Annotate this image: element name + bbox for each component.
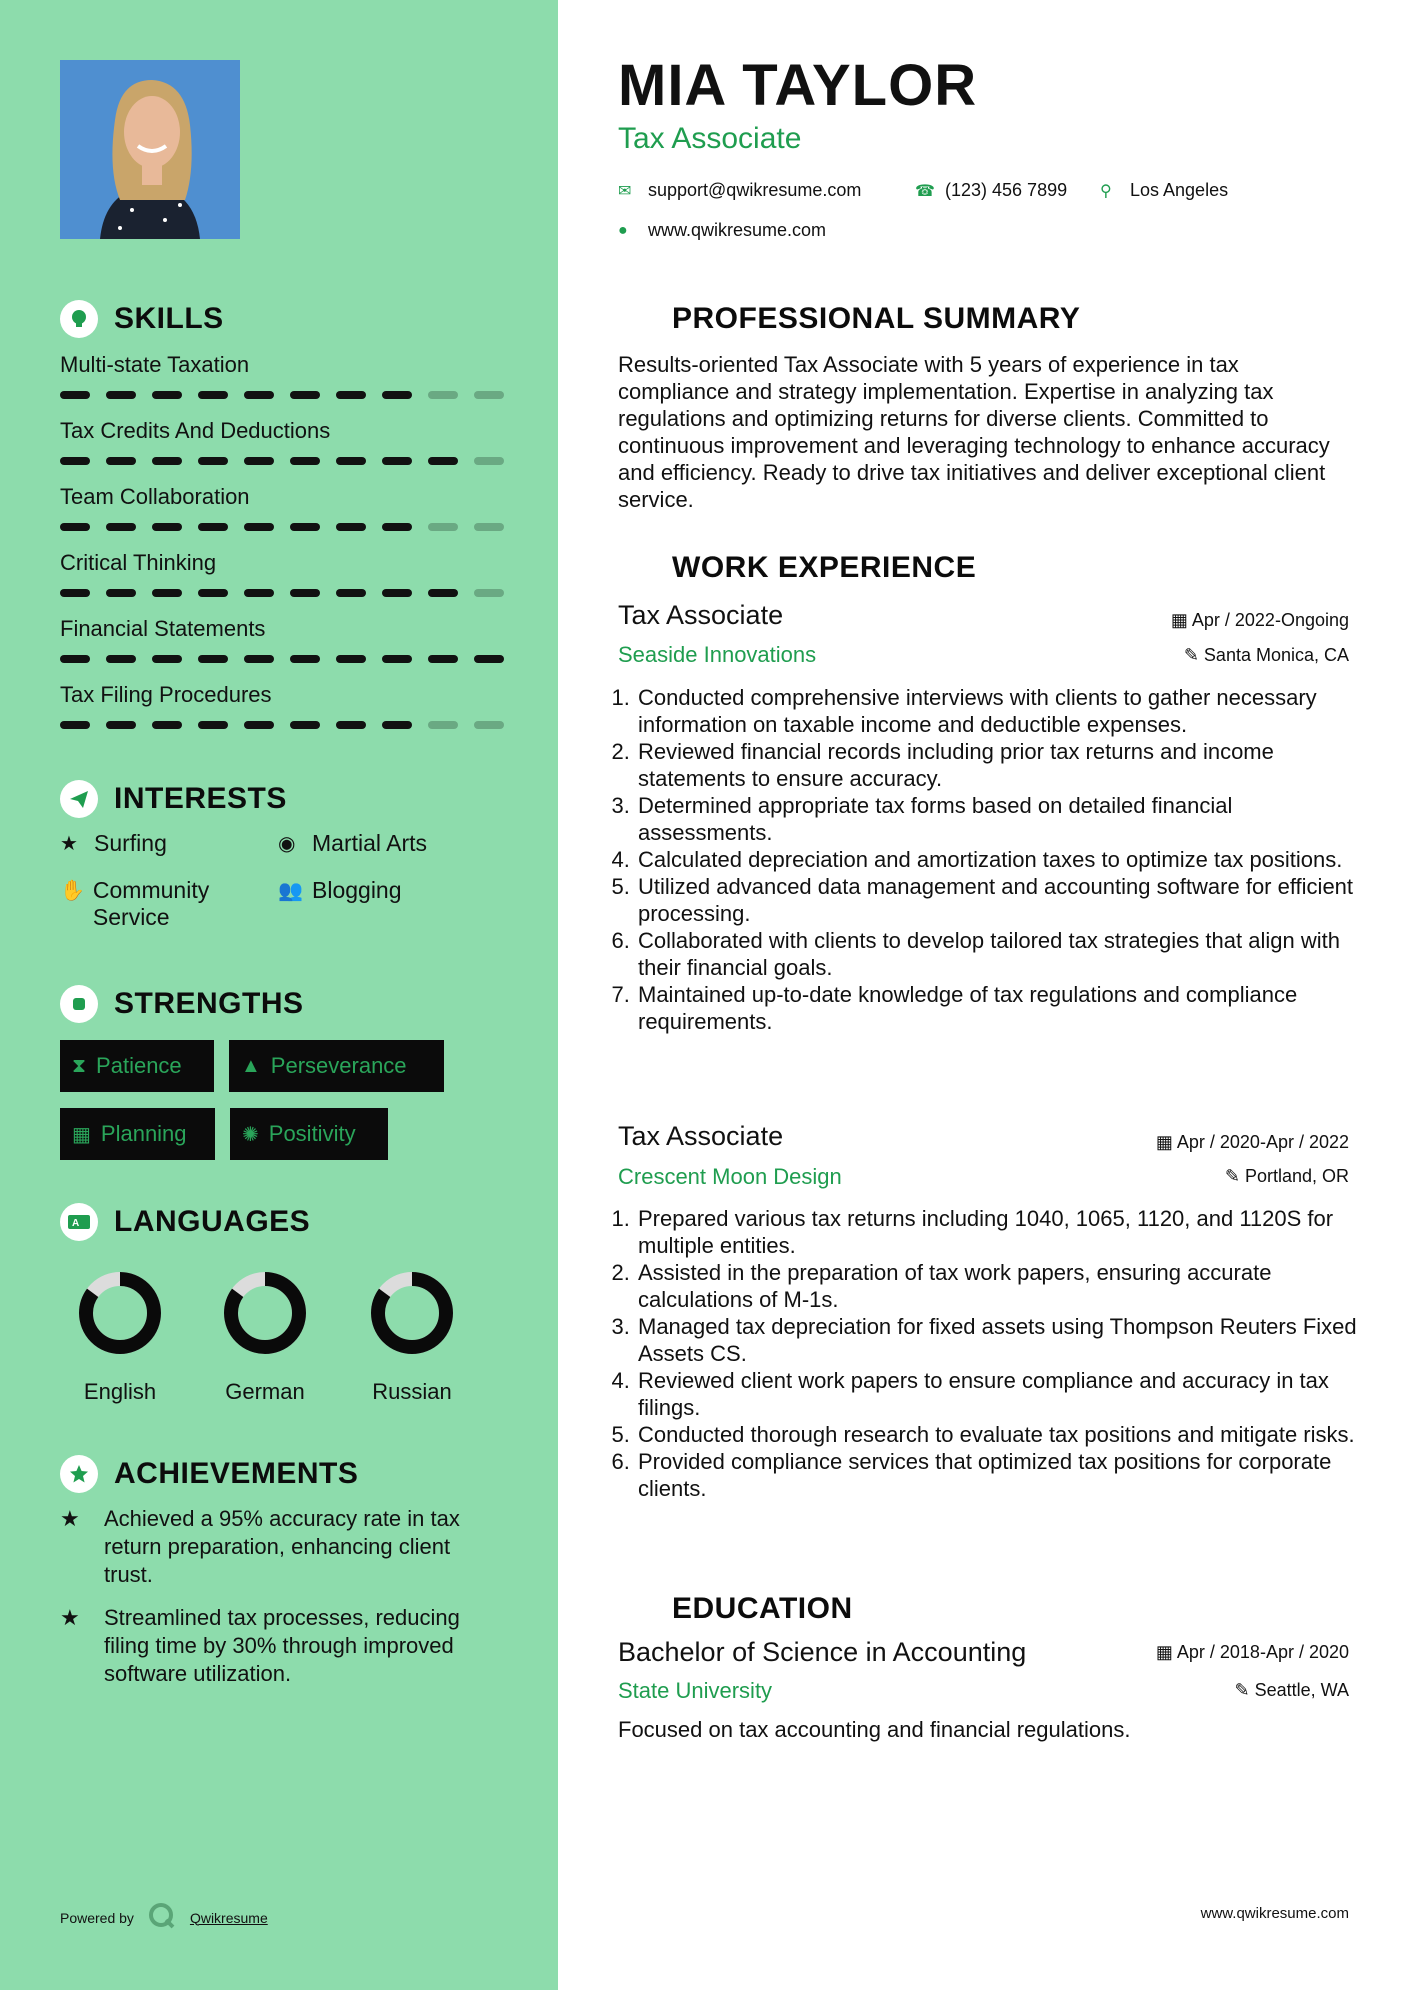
calendar-icon: ▦ <box>1155 1132 1177 1152</box>
job-bullet: 5. Utilized advanced data management and accounting software for efficient processing. <box>636 873 1358 927</box>
skill-name: Financial Statements <box>60 616 266 641</box>
skill-level-dash <box>152 523 182 531</box>
summary-title: PROFESSIONAL SUMMARY <box>672 302 1081 335</box>
skill-level-dash <box>106 523 136 531</box>
skill-level-dash <box>382 721 412 729</box>
powered-by-label: Powered by <box>60 1909 134 1926</box>
skill-level-dash <box>106 655 136 663</box>
achievements-heading <box>60 1455 358 1493</box>
job-bullet: 4. Calculated depreciation and amortization taxes to optimize tax positions. <box>636 846 1358 873</box>
job-bullet: 6. Provided compliance services that optimized tax positions for corporate clients. <box>636 1448 1358 1502</box>
skills-title: SKILLS <box>114 302 224 335</box>
skill-level-dash <box>336 589 366 597</box>
job-company: Seaside Innovations <box>618 642 817 667</box>
skill-level-dash <box>106 457 136 465</box>
languages-title: LANGUAGES <box>114 1205 311 1238</box>
skill-level-dash <box>198 523 228 531</box>
job-bullet: 3. Managed tax depreciation for fixed assets using Thompson Reuters Fixed Assets CS. <box>636 1313 1358 1367</box>
hand-icon: ✋ <box>60 880 85 902</box>
achievement-item <box>60 1604 460 1688</box>
skill-level-dash <box>474 523 504 531</box>
skill-level-dash <box>106 589 136 597</box>
job-date-text: Apr / 2022-Ongoing <box>1191 610 1349 630</box>
powered-by <box>60 1902 268 1933</box>
skill-level-dash <box>428 721 458 729</box>
interest-label: Blogging <box>312 877 402 903</box>
calendar-icon: ▦ <box>1155 1642 1177 1662</box>
job-bullet: 7. Maintained up-to-date knowledge of tax regulations and compliance requirements. <box>636 981 1358 1035</box>
skill-level-dash <box>382 523 412 531</box>
job-bullet: 1. Conducted comprehensive interviews with clients to gather necessary information on taxable income and deductible expenses. <box>636 684 1358 738</box>
skill-level-dash <box>60 589 90 597</box>
candidate-name: MIA TAYLOR <box>618 53 978 118</box>
job-title: Tax Associate <box>618 600 784 630</box>
interest-item <box>60 877 240 931</box>
skill-level-dash <box>336 655 366 663</box>
job-location-text: Portland, OR <box>1244 1166 1349 1186</box>
skill-level-dash <box>60 523 90 531</box>
job-location-text: Santa Monica, CA <box>1203 645 1349 665</box>
skill-level-dash <box>336 721 366 729</box>
strength-badge <box>60 1108 215 1160</box>
education-date <box>1156 1642 1349 1663</box>
achievements-title: ACHIEVEMENTS <box>114 1457 359 1490</box>
strength-label: Patience <box>96 1053 182 1078</box>
skill-level-dash <box>244 391 274 399</box>
job-date-text: Apr / 2020-Apr / 2022 <box>1176 1132 1349 1152</box>
skill-level-dash <box>198 391 228 399</box>
languages-heading <box>60 1203 310 1241</box>
job-bullet: 2. Assisted in the preparation of tax work papers, ensuring accurate calculations of M-1s. <box>636 1259 1358 1313</box>
skill-level-dash <box>290 391 320 399</box>
skill-level-dash <box>382 457 412 465</box>
user-icon <box>618 300 656 338</box>
sidebar <box>0 0 558 1990</box>
skill-level-dash <box>244 655 274 663</box>
skill-level-dash <box>428 589 458 597</box>
education-location-text: Seattle, WA <box>1254 1680 1349 1700</box>
lightbulb-icon <box>60 300 98 338</box>
job-company: Crescent Moon Design <box>618 1164 842 1189</box>
calendar-icon: ▦ <box>1170 610 1192 630</box>
award-star-icon <box>60 1455 98 1493</box>
qwikresume-logo-icon <box>148 1902 176 1933</box>
education-heading <box>618 1590 853 1628</box>
skill-name: Team Collaboration <box>60 484 250 509</box>
education-title: EDUCATION <box>672 1592 853 1625</box>
skill-level-dash <box>428 523 458 531</box>
skill-level-dash <box>198 457 228 465</box>
skill-level-dash <box>152 457 182 465</box>
star-icon: ★ <box>60 1506 80 1531</box>
job-bullet: 6. Collaborated with clients to develop tailored tax strategies that align with their financial goals. <box>636 927 1358 981</box>
education-date-text: Apr / 2018-Apr / 2020 <box>1176 1642 1349 1662</box>
star-icon: ★ <box>60 1605 80 1630</box>
skill-level-bar <box>60 655 520 663</box>
website-text: www.qwikresume.com <box>648 220 827 240</box>
interest-label: Community Service <box>92 877 210 930</box>
skill-level-dash <box>198 589 228 597</box>
skill-name: Critical Thinking <box>60 550 217 575</box>
skill-level-dash <box>106 721 136 729</box>
interest-label: Martial Arts <box>312 830 428 856</box>
skill-level-dash <box>152 721 182 729</box>
office-chair-icon <box>618 549 656 587</box>
language-level-ring <box>77 1270 163 1356</box>
skill-level-dash <box>474 589 504 597</box>
skill-level-dash <box>290 589 320 597</box>
skill-level-dash <box>290 721 320 729</box>
skill-level-dash <box>244 457 274 465</box>
job-bullet: 3. Determined appropriate tax forms based on detailed financial assessments. <box>636 792 1358 846</box>
svg-text:A: A <box>72 1218 80 1229</box>
language-name: Russian <box>372 1379 452 1404</box>
calendar-icon: ▦ <box>72 1123 91 1146</box>
skill-level-bar <box>60 391 520 399</box>
envelope-icon: ✉ <box>618 182 632 200</box>
skill-level-dash <box>336 457 366 465</box>
skill-level-bar <box>60 523 520 531</box>
skill-level-dash <box>336 523 366 531</box>
skill-level-dash <box>198 655 228 663</box>
job-location <box>1225 1166 1349 1187</box>
education-location <box>1235 1680 1349 1701</box>
skill-level-dash <box>60 655 90 663</box>
sun-icon: ✺ <box>242 1123 259 1146</box>
profile-photo <box>60 60 240 239</box>
interest-item <box>278 877 402 905</box>
job-bullet: 4. Reviewed client work papers to ensure compliance and accuracy in tax filings. <box>636 1367 1358 1421</box>
graduate-icon <box>618 1590 656 1628</box>
strength-label: Planning <box>100 1121 187 1146</box>
phone-icon: ☎ <box>915 182 935 200</box>
skill-level-dash <box>152 655 182 663</box>
language-level-ring <box>369 1270 455 1356</box>
skill-level-dash <box>428 457 458 465</box>
job-bullets <box>618 684 1358 1035</box>
star-icon: ★ <box>60 833 78 855</box>
skill-name: Multi-state Taxation <box>60 352 250 377</box>
skill-level-dash <box>60 721 90 729</box>
job-title: Tax Associate <box>618 1121 784 1151</box>
strength-label: Positivity <box>268 1121 356 1146</box>
email-text: support@qwikresume.com <box>648 180 862 200</box>
skill-level-bar <box>60 721 520 729</box>
skill-level-bar <box>60 457 520 465</box>
skill-level-dash <box>474 721 504 729</box>
avatar <box>60 60 240 239</box>
skill-level-dash <box>474 655 504 663</box>
skill-level-dash <box>428 391 458 399</box>
skill-level-dash <box>428 655 458 663</box>
summary-heading <box>618 300 1080 338</box>
skill-level-dash <box>244 589 274 597</box>
skill-level-bar <box>60 589 520 597</box>
candidate-role: Tax Associate <box>618 122 802 155</box>
skill-level-dash <box>290 523 320 531</box>
strengths-title: STRENGTHS <box>114 987 304 1020</box>
language-level-ring <box>222 1270 308 1356</box>
skill-level-dash <box>382 391 412 399</box>
language-item <box>205 1270 325 1405</box>
contact-email[interactable] <box>618 180 861 201</box>
experience-title: WORK EXPERIENCE <box>672 551 977 584</box>
skill-level-dash <box>336 391 366 399</box>
summary-text: Results-oriented Tax Associate with 5 years of experience in tax compliance and strategy implementation. Expertise in analyzing tax regulations and optimizing returns for diverse clients. Committed to continuous improvement and leveraging technology to enhance accuracy and efficiency. Ready to drive tax initiatives and deliver exceptional client service. <box>618 352 1330 512</box>
job-bullet: 2. Reviewed financial records including prior tax returns and income statements to ensure accuracy. <box>636 738 1358 792</box>
language-name: German <box>225 1379 305 1404</box>
skill-level-dash <box>152 391 182 399</box>
skill-level-dash <box>106 391 136 399</box>
pin-icon: ✎ <box>1234 1680 1255 1700</box>
skill-level-dash <box>60 391 90 399</box>
contact-phone[interactable] <box>915 180 1067 201</box>
skill-level-dash <box>198 721 228 729</box>
skills-heading <box>60 300 224 338</box>
language-item <box>60 1270 180 1405</box>
globe-icon: ● <box>618 221 628 239</box>
language-item <box>352 1270 472 1405</box>
interests-heading <box>60 780 287 818</box>
achievement-text: Streamlined tax processes, reducing filing time by 30% through improved software utilization. <box>104 1605 460 1686</box>
strengths-heading <box>60 985 304 1023</box>
skill-level-dash <box>60 457 90 465</box>
education-description: Focused on tax accounting and financial regulations. <box>618 1717 1131 1742</box>
experience-heading <box>618 549 976 587</box>
strength-badge <box>60 1040 214 1092</box>
achievement-text: Achieved a 95% accuracy rate in tax return preparation, enhancing client trust. <box>104 1506 460 1587</box>
skill-level-dash <box>474 457 504 465</box>
strength-label: Perseverance <box>270 1053 407 1078</box>
skill-level-dash <box>474 391 504 399</box>
school-name: State University <box>618 1678 773 1703</box>
job-bullets <box>618 1205 1358 1502</box>
interest-item <box>278 830 427 858</box>
job-bullet: 1. Prepared various tax returns including 1040, 1065, 1120, and 1120S for multiple entities. <box>636 1205 1358 1259</box>
job-bullet: 5. Conducted thorough research to evaluate tax positions and mitigate risks. <box>636 1421 1358 1448</box>
paper-plane-icon <box>60 780 98 818</box>
skill-name: Tax Credits And Deductions <box>60 418 331 443</box>
fist-icon <box>60 985 98 1023</box>
skill-level-dash <box>382 655 412 663</box>
skill-name: Tax Filing Procedures <box>60 682 272 707</box>
skill-level-dash <box>290 655 320 663</box>
users-icon: 👥 <box>278 880 303 902</box>
language-name: English <box>83 1379 157 1404</box>
achievement-item <box>60 1505 500 1589</box>
pin-icon: ✎ <box>1183 645 1204 665</box>
hourglass-icon: ⧗ <box>72 1054 87 1077</box>
degree-title: Bachelor of Science in Accounting <box>618 1637 1027 1667</box>
map-pin-icon: ⚲ <box>1100 182 1112 200</box>
skill-level-dash <box>244 523 274 531</box>
interests-title: INTERESTS <box>114 782 287 815</box>
skill-level-dash <box>152 589 182 597</box>
road-icon: ▲ <box>241 1054 261 1077</box>
globe-icon: ◉ <box>278 833 296 855</box>
location-text: Los Angeles <box>1130 180 1229 200</box>
footer-website[interactable]: www.qwikresume.com <box>1200 1905 1349 1922</box>
strength-badge <box>230 1108 388 1160</box>
contact-website[interactable] <box>618 220 826 241</box>
phone-text: (123) 456 7899 <box>945 180 1068 200</box>
job-location <box>1184 645 1349 666</box>
skill-level-dash <box>244 721 274 729</box>
qwikresume-link[interactable]: Qwikresume <box>189 1909 268 1926</box>
job-date <box>1156 1132 1349 1153</box>
language-icon <box>60 1203 98 1241</box>
skill-level-dash <box>290 457 320 465</box>
skill-level-dash <box>382 589 412 597</box>
job-date <box>1171 610 1349 631</box>
interest-item <box>60 830 167 858</box>
pin-icon: ✎ <box>1224 1166 1245 1186</box>
contact-location <box>1100 180 1228 201</box>
interest-label: Surfing <box>94 830 167 856</box>
strength-badge <box>229 1040 444 1092</box>
